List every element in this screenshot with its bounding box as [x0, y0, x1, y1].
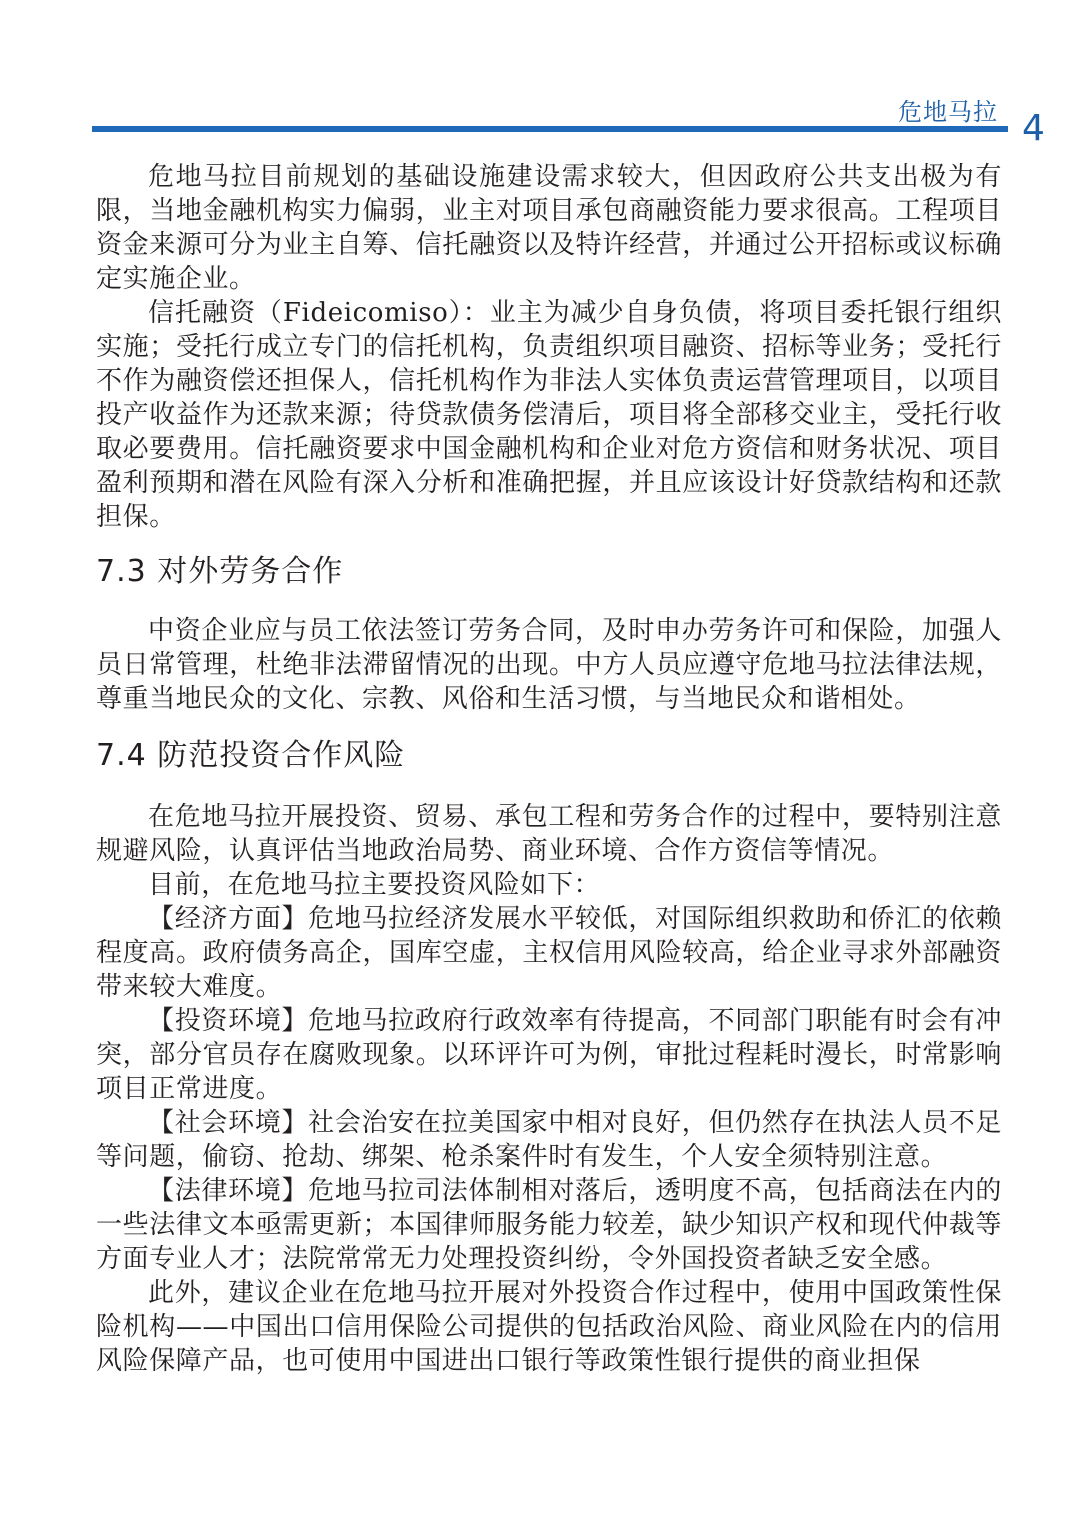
paragraph-economic-risk: 【经济方面】危地马拉经济发展水平较低，对国际组织救助和侨汇的依赖程度高。政府债务高企，国库空虚，主权信用风险较高，给企业寻求外部融资带来较大难度。: [96, 904, 1002, 1002]
paragraph-risk-intro: 在危地马拉开展投资、贸易、承包工程和劳务合作的过程中，要特别注意规避风险，认真评估当地政治局势、商业环境、合作方资信等情况。: [96, 802, 1002, 866]
paragraph-investment-env: 【投资环境】危地马拉政府行政效率有待提高，不同部门职能有时会有冲突，部分官员存在腐败现象。以环评许可为例，审批过程耗时漫长，时常影响项目正常进度。: [96, 1006, 1002, 1104]
page-number: 4: [1022, 108, 1045, 149]
paragraph-legal-env: 【法律环境】危地马拉司法体制相对落后，透明度不高，包括商法在内的一些法律文本亟需更新；本国律师服务能力较差，缺少知识产权和现代仲裁等方面专业人才；法院常常无力处理投资纠纷，令外国投资者缺乏安全感。: [96, 1176, 1002, 1274]
page-body: [96, 160, 1002, 1378]
header-rule: [92, 126, 1008, 132]
paragraph-risk-list-intro: 目前，在危地马拉主要投资风险如下：: [148, 870, 601, 900]
running-header-title: 危地马拉: [898, 98, 998, 126]
paragraph-fideicomiso: 信托融资（Fideicomiso）：业主为减少自身负债，将项目委托银行组织实施；受托行成立专门的信托机构，负责组织项目融资、招标等业务；受托行不作为融资偿还担保人，信托机构作为非法人实体负责运营管理项目，以项目投产收益作为还款来源；待贷款债务偿清后，项目将全部移交业主，受托行收取必要费用。信托融资要求中国金融机构和企业对危方资信和财务状况、项目盈利预期和潜在风险有深入分析和准确把握，并且应该设计好贷款结构和还款担保。: [96, 298, 1002, 532]
paragraph-labor: 中资企业应与员工依法签订劳务合同，及时申办劳务许可和保险，加强人员日常管理，杜绝非法滞留情况的出现。中方人员应遵守危地马拉法律法规，尊重当地民众的文化、宗教、风俗和生活习惯，与当地民众和谐相处。: [96, 616, 1002, 714]
section-heading-7-3: 7.3 对外劳务合作: [96, 554, 344, 589]
section-heading-7-4: 7.4 防范投资合作风险: [96, 738, 406, 773]
paragraph-insurance: 此外，建议企业在危地马拉开展对外投资合作过程中，使用中国政策性保险机构——中国出口信用保险公司提供的包括政治风险、商业风险在内的信用风险保障产品，也可使用中国进出口银行等政策性银行提供的商业担保: [96, 1278, 1002, 1376]
paragraph-social-env: 【社会环境】社会治安在拉美国家中相对良好，但仍然存在执法人员不足等问题，偷窃、抢劫、绑架、枪杀案件时有发生，个人安全须特别注意。: [96, 1108, 1002, 1172]
paragraph-infrastructure: 危地马拉目前规划的基础设施建设需求较大，但因政府公共支出极为有限，当地金融机构实力偏弱，业主对项目承包商融资能力要求很高。工程项目资金来源可分为业主自筹、信托融资以及特许经营，并通过公开招标或议标确定实施企业。: [96, 162, 1002, 294]
